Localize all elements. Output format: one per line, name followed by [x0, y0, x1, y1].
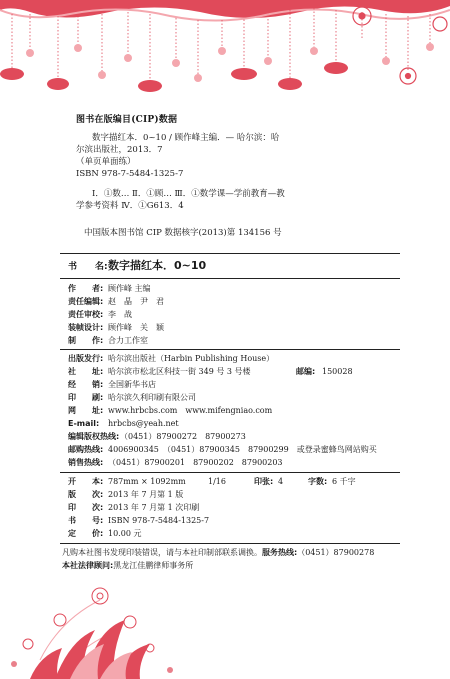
price-label: 定 价: — [68, 529, 104, 538]
words-value: 6 千字 — [332, 477, 356, 486]
words-label: 字数: — [308, 477, 328, 486]
address-row — [68, 366, 353, 377]
price-value: 10.00 元 — [108, 529, 142, 538]
editor-value: 赵 晶 尹 君 — [108, 297, 164, 306]
issuer-row — [68, 353, 274, 364]
issuer-value: 哈尔滨出版社（Harbin Publishing House） — [108, 354, 275, 363]
cip-line: 学参考资料 Ⅳ．①G613．4 — [76, 201, 184, 211]
reviewer-row — [68, 309, 132, 320]
website-label: 网 址: — [68, 406, 104, 415]
lawyer-value: 黑龙江佳鹏律师事务所 — [113, 561, 194, 570]
cip-line: ISBN 978-7-5484-1325-7 — [76, 169, 184, 179]
mail-phone-label: 邮购热线: — [68, 445, 104, 454]
printer-row — [68, 392, 196, 403]
format-size: 1/16 — [208, 477, 226, 486]
format-value: 787mm × 1092mm — [108, 477, 186, 486]
sales-phone-row — [68, 457, 283, 468]
sales-phone-value: （0451）87900201 87900202 87900203 — [108, 458, 283, 467]
edition-label: 版 次: — [68, 490, 104, 499]
author-label: 作 者: — [68, 284, 104, 293]
cip-line: （单页单面练） — [76, 157, 136, 167]
cip-number: 中国版本图书馆 CIP 数据核字(2013)第 134156 号 — [84, 228, 282, 238]
edit-phone-value: （0451）87900272 87900273 — [120, 432, 246, 441]
edit-phone-label: 编辑版权热线: — [68, 432, 120, 441]
sales-phone-label: 销售热线: — [68, 458, 104, 467]
divider — [60, 278, 400, 279]
divider — [60, 349, 400, 350]
print-row — [68, 502, 199, 513]
cip-line: 数字描红本．0~10 / 顾作峰主编．— 哈尔滨：哈 — [92, 133, 280, 143]
lawyer-label: 本社法律顾问: — [62, 561, 114, 570]
mail-phone-row — [68, 444, 377, 455]
notice-text: 凡购本社图书发现印装错误，请与本社印制部联系调换。 — [62, 548, 262, 557]
edition-value: 2013 年 7 月第 1 版 — [108, 490, 184, 499]
reviewer-label: 责任审校: — [68, 310, 104, 319]
address-label: 社 址: — [68, 367, 104, 376]
production-label: 制 作: — [68, 336, 104, 345]
editor-label: 责任编辑: — [68, 297, 104, 306]
print-label: 印 次: — [68, 503, 104, 512]
postcode-value: 150028 — [322, 367, 353, 376]
book-title-label: 书 名: — [68, 262, 108, 272]
address-value: 哈尔滨市松北区科技一街 349 号 3 号楼 — [108, 367, 251, 376]
cip-body — [76, 132, 396, 212]
postcode-label: 邮编: — [296, 367, 316, 376]
seller-label: 经 销: — [68, 380, 104, 389]
printer-value: 哈尔滨久利印刷有限公司 — [108, 393, 196, 402]
seller-value: 全国新华书店 — [108, 380, 156, 389]
website-row — [68, 405, 272, 416]
seller-row — [68, 379, 156, 390]
email-value: hrbcbs@yeah.net — [108, 419, 179, 428]
print-value: 2013 年 7 月第 1 次印刷 — [108, 503, 200, 512]
sheets-label: 印张: — [254, 477, 274, 486]
divider — [60, 472, 400, 473]
mail-phone-value: 4006900345 （0451）87900345 87900299 或登录蜜蜂鸟网站购买 — [108, 445, 377, 454]
website-value: www.hrbcbs.com www.mifengniao.com — [108, 406, 273, 415]
cip-line: Ⅰ．①数… Ⅱ．①顾… Ⅲ．①数学课—学前教育—教 — [92, 189, 285, 199]
issuer-label: 出版发行: — [68, 354, 104, 363]
divider — [60, 543, 400, 544]
format-label: 开 本: — [68, 477, 104, 486]
design-row — [68, 322, 164, 333]
service-value: （0451）87900278 — [297, 548, 375, 557]
design-label: 装帧设计: — [68, 323, 104, 332]
cip-heading: 图书在版编目(CIP)数据 — [76, 115, 178, 125]
printer-label: 印 刷: — [68, 393, 104, 402]
production-value: 合力工作室 — [108, 336, 148, 345]
email-row — [68, 418, 179, 429]
format-row — [68, 476, 356, 487]
divider — [60, 253, 400, 254]
reviewer-value: 李 战 — [108, 310, 132, 319]
production-row — [68, 335, 148, 346]
hanging-flowers-decoration — [0, 0, 450, 100]
isbn-row — [68, 515, 209, 526]
service-label: 服务热线: — [262, 548, 298, 557]
author-value: 顾作峰 主编 — [108, 284, 151, 293]
editor-row — [68, 296, 164, 307]
book-title-value: 数字描红本．0~10 — [108, 259, 207, 272]
sheets-value: 4 — [278, 477, 284, 486]
flower-decoration — [0, 560, 450, 679]
design-value: 顾作峰 关 颖 — [108, 323, 164, 332]
price-row — [68, 528, 141, 539]
book-title-row — [68, 260, 206, 273]
cip-line: 尔滨出版社，2013．7 — [76, 145, 163, 155]
author-row — [68, 283, 151, 294]
edit-phone-row — [68, 431, 246, 442]
edition-row — [68, 489, 183, 500]
isbn-label: 书 号: — [68, 516, 104, 525]
notice-row — [62, 547, 374, 559]
isbn-value: ISBN 978-7-5484-1325-7 — [108, 516, 210, 525]
email-label: E-mail: — [68, 419, 100, 428]
